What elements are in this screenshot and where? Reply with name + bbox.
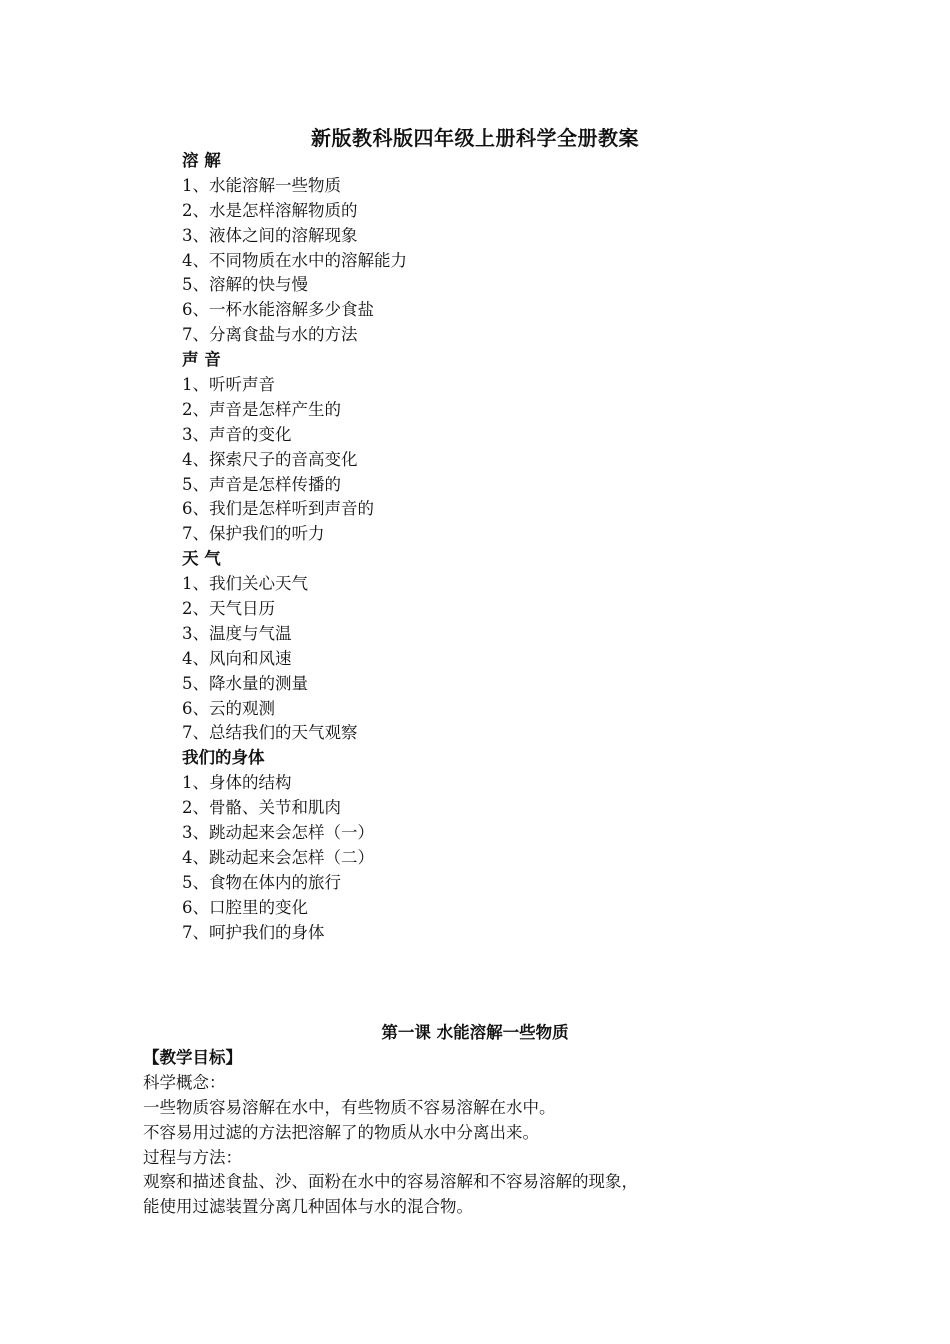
toc-unit-2 [182,348,782,547]
toc-item: 5、溶解的快与慢 [182,275,308,295]
unit-heading: 声 音 [182,350,221,370]
paragraph-line: 观察和描述食盐、沙、面粉在水中的容易溶解和不容易溶解的现象， [143,1172,638,1192]
toc-item: 7、分离食盐与水的方法 [182,325,358,345]
toc-item: 4、不同物质在水中的溶解能力 [182,250,407,270]
unit-heading: 天 气 [182,549,221,569]
toc-item: 5、降水量的测量 [182,673,308,693]
toc-item: 2、天气日历 [182,599,275,619]
document-title: 新版教科版四年级上册科学全册教案 [311,126,639,150]
toc-item: 1、水能溶解一些物质 [182,175,341,195]
toc-unit-4 [182,746,782,945]
toc-item: 3、温度与气温 [182,623,292,643]
paragraph-line: 不容易用过滤的方法把溶解了的物质从水中分离出来。 [143,1122,539,1142]
toc-item: 6、我们是怎样听到声音的 [182,499,374,519]
subsection-label: 科学概念： [143,1072,226,1092]
toc-item: 5、食物在体内的旅行 [182,872,341,892]
toc-item: 7、总结我们的天气观察 [182,723,358,743]
table-of-contents [182,149,782,946]
toc-item: 4、风向和风速 [182,648,292,668]
toc-unit-1 [182,149,782,348]
toc-item: 7、保护我们的听力 [182,524,325,544]
toc-item: 3、跳动起来会怎样（一） [182,823,374,843]
paragraph-line: 能使用过滤装置分离几种固体与水的混合物。 [143,1197,473,1217]
toc-item: 1、身体的结构 [182,773,292,793]
toc-item: 5、声音是怎样传播的 [182,474,341,494]
toc-item: 2、骨骼、关节和肌肉 [182,798,341,818]
toc-item: 2、声音是怎样产生的 [182,399,341,419]
toc-item: 6、云的观测 [182,698,275,718]
unit-heading: 溶 解 [182,151,221,170]
toc-item: 3、液体之间的溶解现象 [182,225,358,245]
toc-item: 6、口腔里的变化 [182,897,308,917]
paragraph-line: 一些物质容易溶解在水中，有些物质不容易溶解在水中。 [143,1097,556,1117]
lesson-body [143,1046,843,1220]
lesson-title: 第一课 水能溶解一些物质 [381,1023,569,1042]
unit-heading: 我们的身体 [182,748,265,768]
toc-item: 4、探索尺子的音高变化 [182,449,358,469]
toc-item: 1、我们关心天气 [182,574,308,594]
toc-item: 7、呵护我们的身体 [182,922,325,942]
toc-item: 4、跳动起来会怎样（二） [182,847,374,867]
toc-item: 1、听听声音 [182,375,275,395]
toc-item: 3、声音的变化 [182,424,292,444]
section-heading: 【教学目标】 [143,1048,242,1067]
subsection-label: 过程与方法： [143,1147,242,1167]
toc-unit-3 [182,547,782,746]
toc-item: 6、一杯水能溶解多少食盐 [182,300,374,320]
toc-item: 2、水是怎样溶解物质的 [182,200,358,220]
